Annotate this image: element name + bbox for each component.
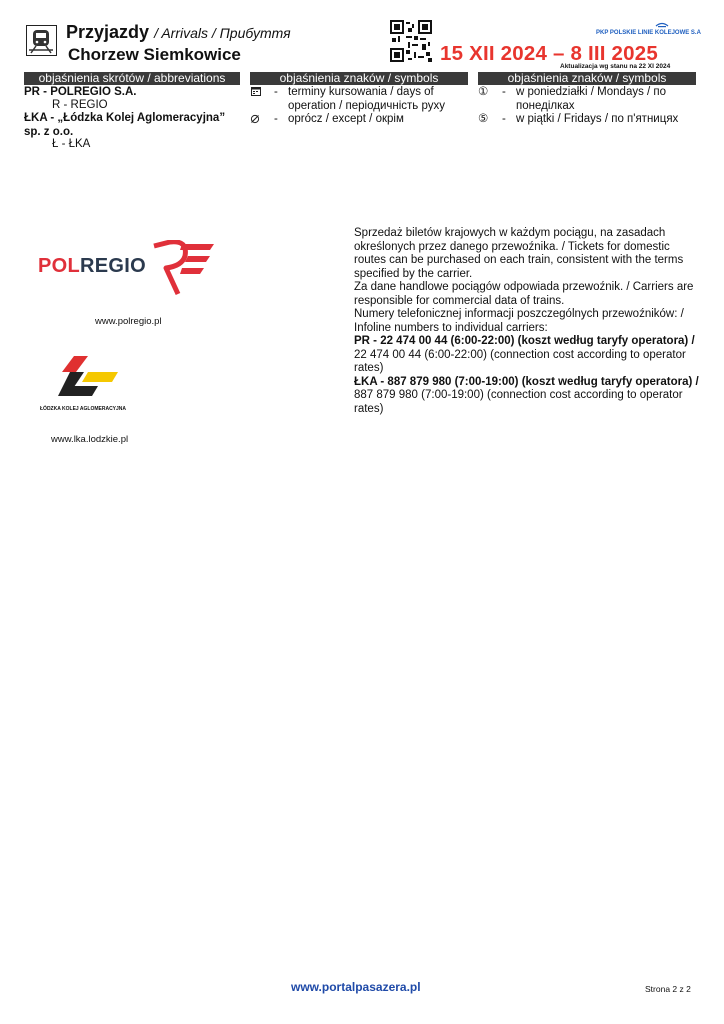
lka-logo-text: ŁÓDZKA KOLEJ AGLOMERACYJNA bbox=[40, 406, 127, 412]
info-infoline-intro: Numery telefonicznej informacji poszczególnych przewoźników: / Infoline numbers to individual carriers: bbox=[354, 308, 684, 334]
lka-carrier-name: ŁKA - „Łódzka Kolej Aglomeracyjna” sp. z o.o. bbox=[24, 112, 226, 138]
page-number: Strona 2 z 2 bbox=[645, 984, 691, 994]
update-note: Aktualizacja wg stanu na 22 XI 2024 bbox=[560, 63, 671, 70]
abbreviations-heading: objaśnienia skrótów / abbreviations bbox=[24, 72, 240, 85]
train-icon bbox=[26, 25, 57, 56]
info-block bbox=[354, 227, 704, 416]
polregio-url-link[interactable]: www.polregio.pl bbox=[95, 316, 162, 327]
station-name: Chorzew Siemkowice bbox=[68, 45, 241, 64]
info-lka-phone: ŁKA - 887 879 980 (7:00-19:00) (koszt według taryfy operatora) / 887 879 980 (7:00-19:00) (connection cost according to operator rates) bbox=[354, 375, 699, 415]
except-icon bbox=[250, 114, 260, 129]
polregio-emblem-icon bbox=[152, 240, 216, 303]
calendar-symbol-text: terminy kursowania / days of operation / періодичність руху bbox=[288, 86, 446, 112]
lka-url-link[interactable]: www.lka.lodzkie.pl bbox=[51, 434, 129, 445]
friday-symbol: ⑤ bbox=[478, 113, 489, 125]
calendar-icon bbox=[250, 86, 261, 101]
lka-carrier-code: Ł - ŁKA bbox=[52, 138, 91, 150]
qr-code-icon[interactable] bbox=[390, 20, 432, 62]
pr-carrier-name: PR - POLREGIO S.A. bbox=[24, 86, 137, 98]
friday-symbol-text: w piątki / Fridays / по п'ятницях bbox=[516, 113, 679, 125]
title-sub: / Arrivals / Прибуття bbox=[154, 25, 291, 41]
info-commercial-data: Za dane handlowe pociągów odpowiada przewoźnik. / Carriers are responsible for commercial data of trains. bbox=[354, 281, 694, 307]
monday-symbol-text: w poniedziałki / Mondays / по понеділках bbox=[516, 86, 667, 112]
except-symbol-text: oprócz / except / окрім bbox=[288, 113, 404, 125]
info-pr-phone: PR - 22 474 00 44 (6:00-22:00) (koszt według taryfy operatora) / 22 474 00 44 (6:00-22:00) (connection cost according to operator rates) bbox=[354, 335, 695, 374]
lka-emblem-icon bbox=[58, 356, 120, 407]
pkp-logo bbox=[596, 20, 701, 36]
title-main: Przyjazdy bbox=[66, 22, 150, 42]
symbols-heading-2: objaśnienia znaków / symbols bbox=[478, 72, 696, 85]
pkp-logo-text: PKP POLSKIE LINIE KOLEJOWE S.A bbox=[596, 30, 701, 36]
symbols-heading-1: objaśnienia znaków / symbols bbox=[250, 72, 468, 85]
monday-symbol: ① bbox=[478, 86, 489, 98]
validity-period: 15 XII 2024 – 8 III 2025 bbox=[440, 42, 658, 65]
info-ticket-sales: Sprzedaż biletów krajowych w każdym pociągu, na zasadach określonych przez danego przewoźnika. / Tickets for domestic routes can be purchased on each train, consistent with the terms specified by the carrier. bbox=[354, 227, 684, 280]
portal-pasazera-link[interactable]: www.portalpasazera.pl bbox=[291, 980, 421, 994]
page-title bbox=[66, 22, 291, 43]
pr-carrier-code: R - REGIO bbox=[52, 99, 108, 111]
polregio-logo: POLREGIO bbox=[38, 255, 146, 277]
